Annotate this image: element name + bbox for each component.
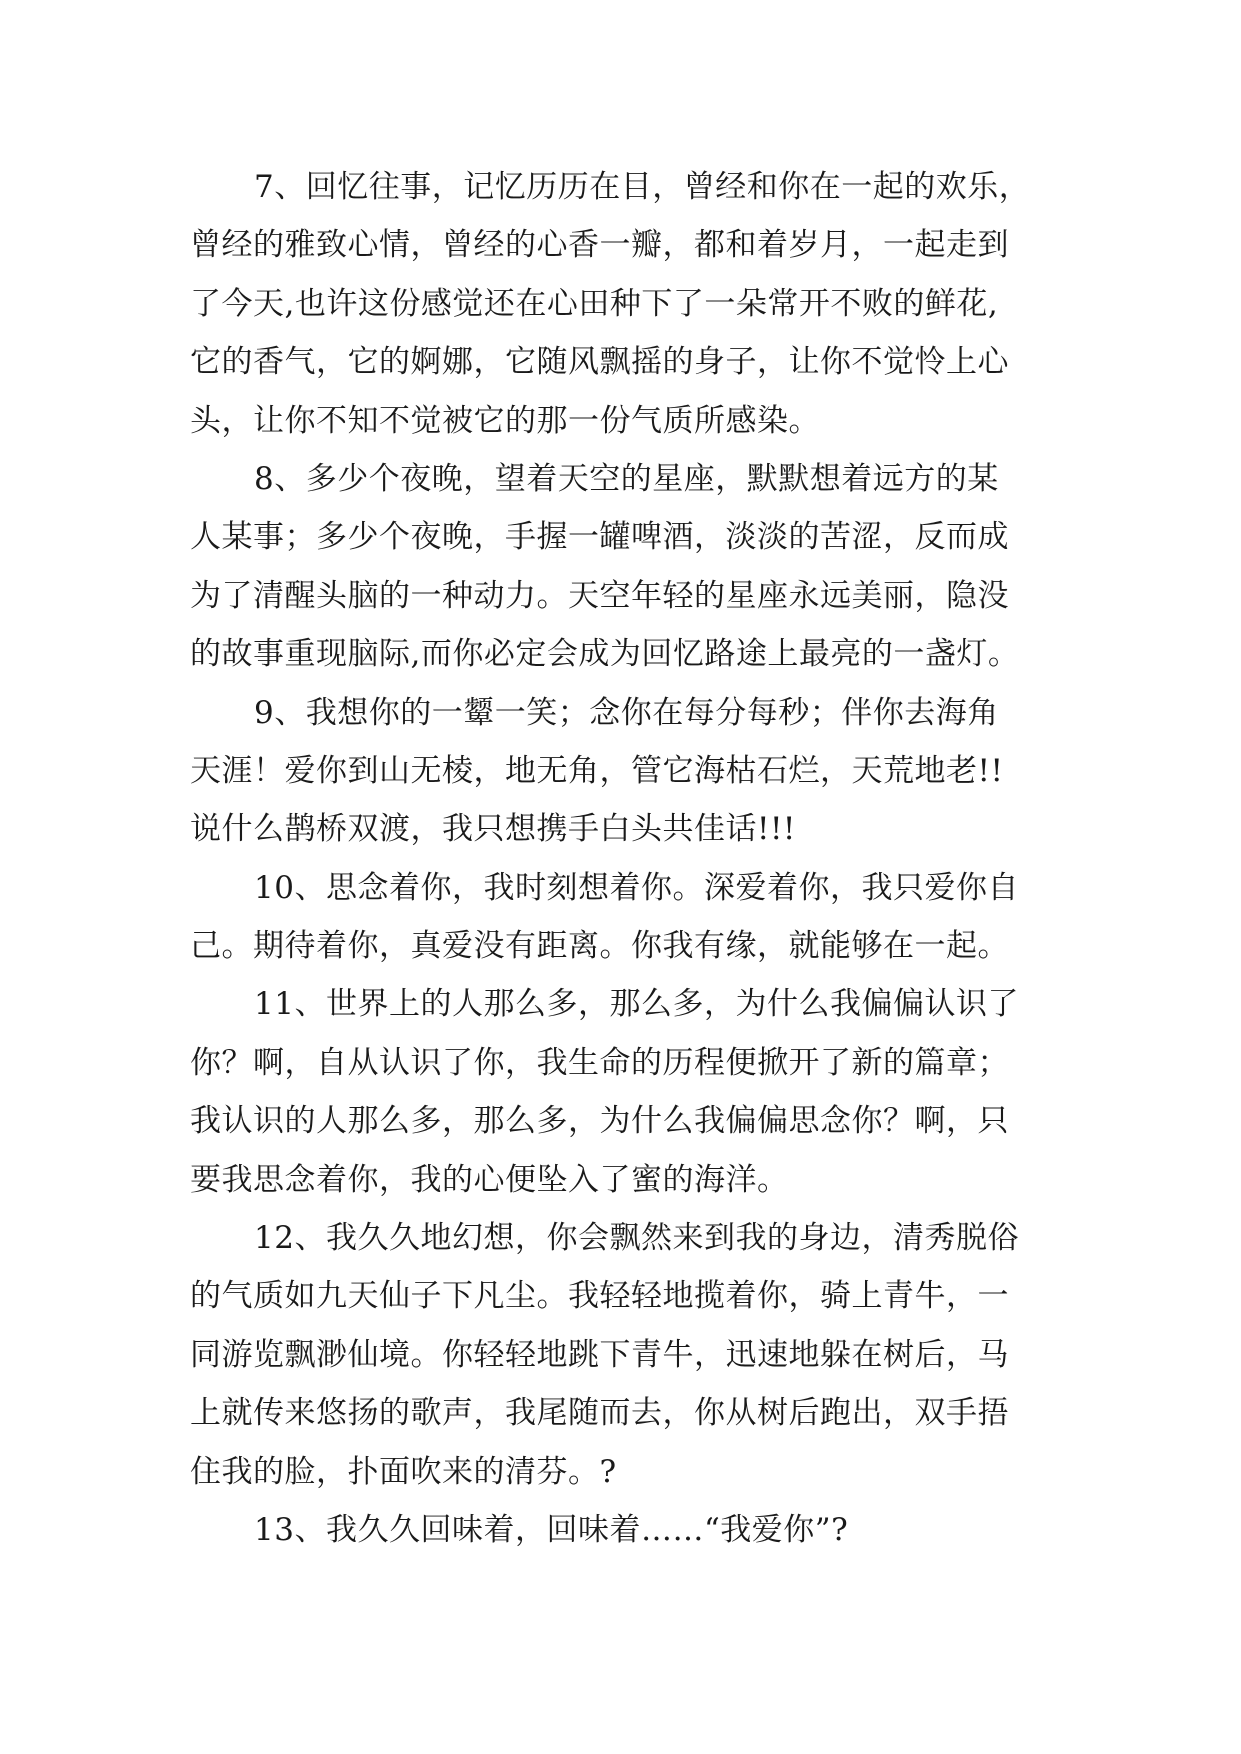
text-line: 头，让你不知不觉被它的那一份气质所感染。: [190, 402, 820, 439]
text-line: 为了清醒头脑的一种动力。天空年轻的星座永远美丽，隐没: [190, 577, 1009, 614]
text-line: 要我思念着你，我的心便坠入了蜜的海洋。: [190, 1161, 789, 1198]
text-line: 它的香气，它的婀娜，它随风飘摇的身子，让你不觉怜上心: [190, 344, 1009, 381]
text-line: 11、世界上的人那么多，那么多，为什么我偏偏认识了: [254, 986, 1019, 1023]
text-line: 10、思念着你，我时刻想着你。深爱着你，我只爱你自: [254, 869, 1019, 906]
text-line: 天涯！爱你到山无棱，地无角，管它海枯石烂，天荒地老!!: [190, 752, 1004, 789]
text-line: 己。期待着你，真爱没有距离。你我有缘，就能够在一起。: [190, 928, 1009, 965]
text-line: 我认识的人那么多，那么多，为什么我偏偏思念你？啊，只: [190, 1103, 1009, 1140]
text-line: 说什么鹊桥双渡，我只想携手白头共佳话!!!: [190, 811, 796, 848]
text-line: 了今天,也许这份感觉还在心田种下了一朵常开不败的鲜花,: [190, 285, 999, 322]
text-line: 的故事重现脑际,而你必定会成为回忆路途上最亮的一盏灯。: [190, 636, 1020, 673]
document-page: [190, 158, 1090, 1559]
text-line: 13、我久久回味着，回味着……“我爱你”?: [254, 1511, 849, 1548]
text-line: 人某事；多少个夜晚，手握一罐啤酒，淡淡的苦涩，反而成: [190, 519, 1009, 556]
text-line: 住我的脸，扑面吹来的清芬。?: [190, 1453, 617, 1490]
text-line: 同游览飘渺仙境。你轻轻地跳下青牛，迅速地躲在树后，马: [190, 1336, 1009, 1373]
text-line: 9、我想你的一颦一笑；念你在每分每秒；伴你去海角: [254, 694, 999, 731]
paragraph-text: [190, 158, 1090, 1559]
text-line: 8、多少个夜晚，望着天空的星座，默默想着远方的某: [254, 460, 999, 497]
text-line: 你？啊，自从认识了你，我生命的历程便掀开了新的篇章；: [190, 1044, 1009, 1081]
text-line: 12、我久久地幻想，你会飘然来到我的身边，清秀脱俗: [254, 1220, 1019, 1257]
text-line: 7、回忆往事，记忆历历在目，曾经和你在一起的欢乐，: [254, 169, 1031, 205]
text-line: 上就传来悠扬的歌声，我尾随而去，你从树后跑出，双手捂: [190, 1395, 1009, 1432]
text-line: 曾经的雅致心情，曾经的心香一瓣，都和着岁月，一起走到: [190, 227, 1009, 264]
text-line: 的气质如九天仙子下凡尘。我轻轻地揽着你，骑上青牛，一: [190, 1278, 1009, 1315]
